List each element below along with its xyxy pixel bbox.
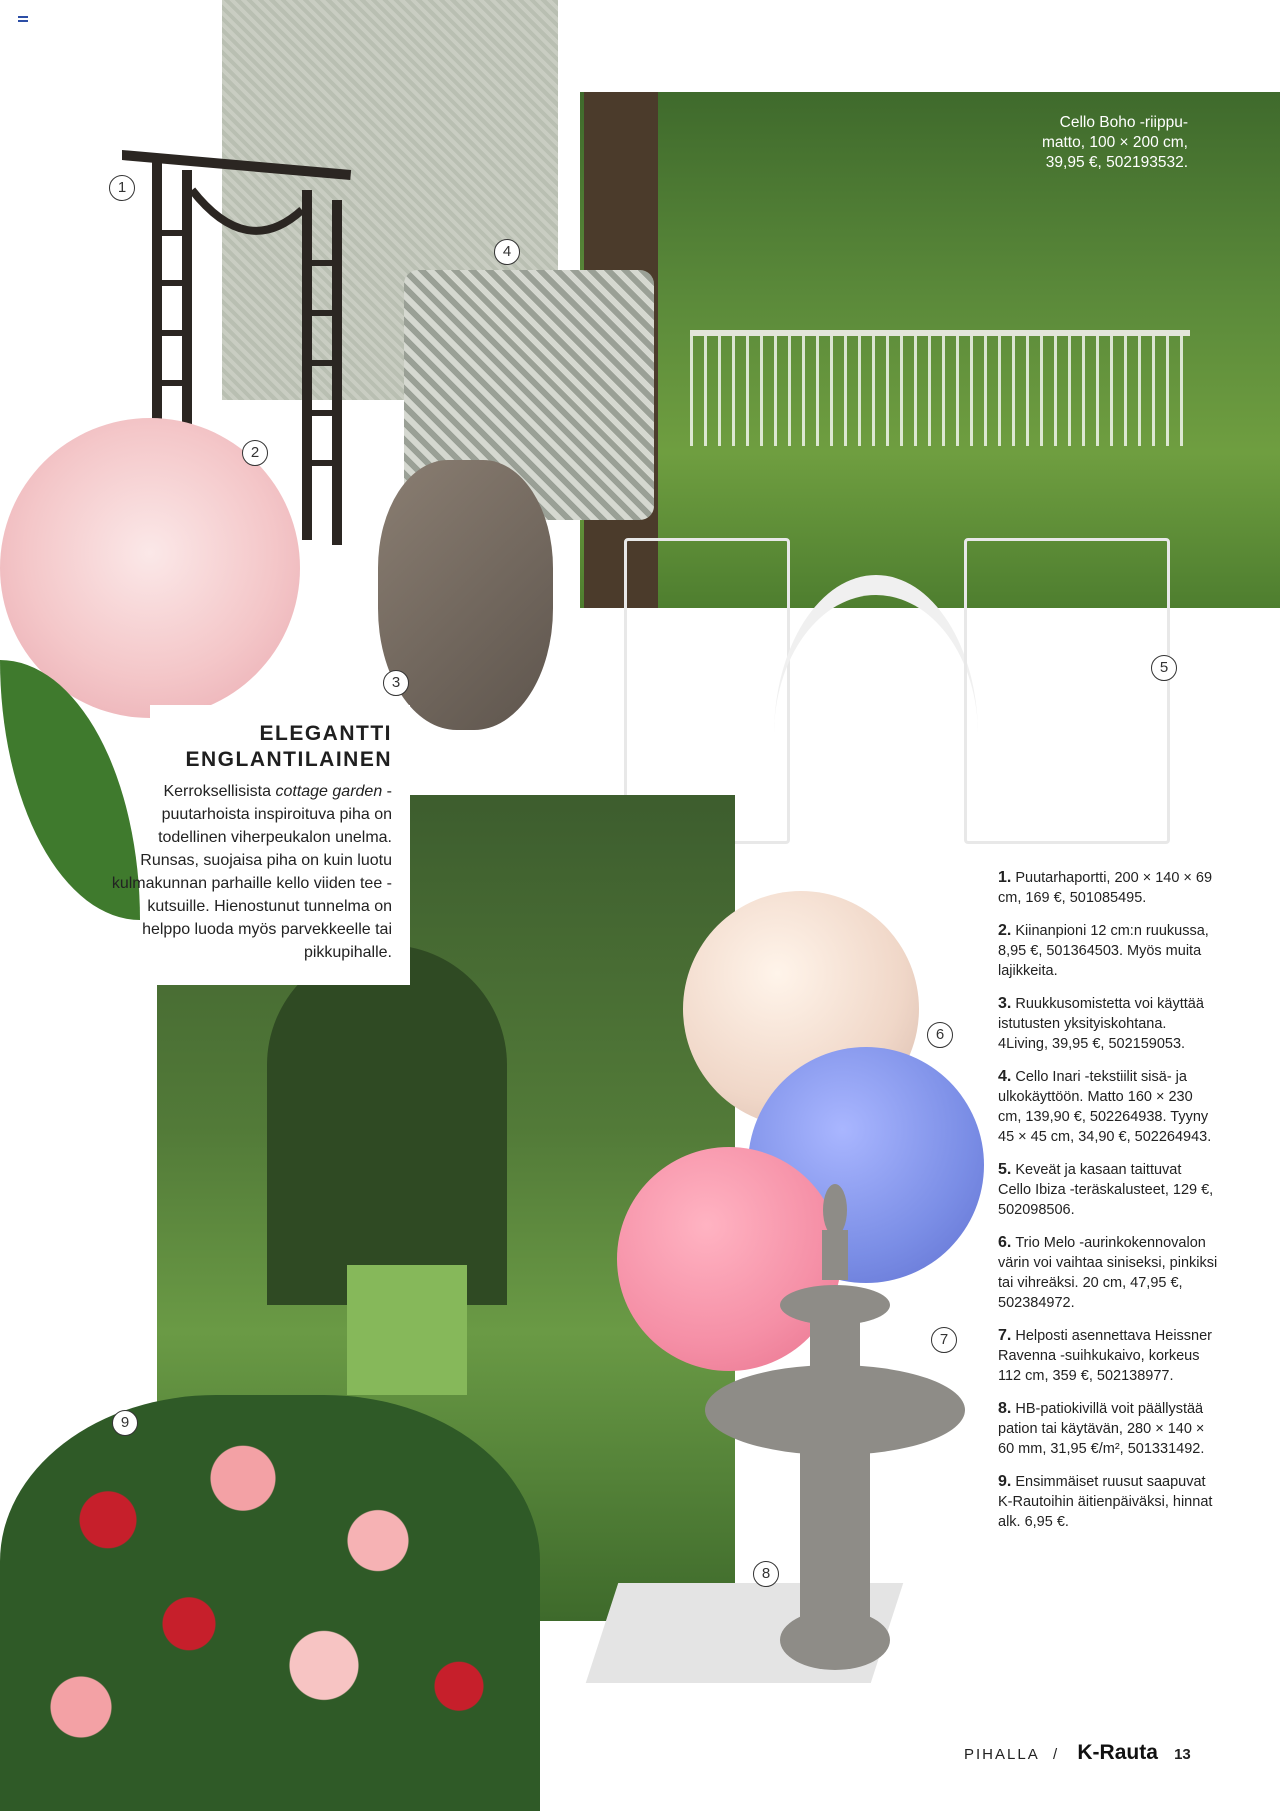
product-description: Kiinanpioni 12 cm:n ruukussa, 8,95 €, 501364503. Myös muita lajikkeita. <box>998 923 1209 979</box>
hammock-caption-line: matto, 100 × 200 cm, <box>1041 134 1188 151</box>
product-description: Helposti asennettava Heissner Ravenna -suihkukaivo, korkeus 112 cm, 359 €, 502138977. <box>998 1328 1213 1384</box>
hammock <box>690 330 1190 446</box>
marker-8: 8 <box>753 1561 779 1587</box>
product-number: 3. <box>998 995 1012 1012</box>
product-description: Ensimmäiset ruusut saapuvat K-Rautoihin äitienpäiväksi, hinnat alk. 6,95 €. <box>998 1474 1213 1530</box>
marker-1: 1 <box>109 175 135 201</box>
section-label: PIHALLA <box>964 1746 1039 1763</box>
product-number: 6. <box>998 1234 1012 1251</box>
product-number: 7. <box>998 1327 1012 1344</box>
product-number: 1. <box>998 869 1012 886</box>
roses-image <box>0 1395 540 1811</box>
product-item <box>998 994 1218 1054</box>
article-headline <box>160 721 392 773</box>
marker-4: 4 <box>494 239 520 265</box>
product-description: Cello Inari -tekstiilit sisä- ja ulkokäyttöön. Matto 160 × 230 cm, 139,90 €, 502264938. Tyyny 45 × 45 cm, 34,90 €, 502264943. <box>998 1069 1212 1145</box>
rose-arch <box>267 945 507 1305</box>
product-item <box>998 1472 1218 1532</box>
marker-2: 2 <box>242 440 268 466</box>
brand-logo: K-Rauta <box>1077 1741 1158 1764</box>
product-item <box>998 1160 1218 1220</box>
intro-text: -puutarhoista inspiroituva piha on todellinen viherpeukalon unelma. Runsas, suojaisa piha on kuin luotu kulmakunnan parhaille kello viiden tee -kutsuille. Hienostunut tunnelma on helppo luoda myös parvekkeelle tai pikkupihalle. <box>111 783 392 961</box>
product-description: Keveät ja kasaan taittuvat Cello Ibiza -teräskalusteet, 129 €, 502098506. <box>998 1162 1214 1218</box>
product-item <box>998 1326 1218 1386</box>
intro-italic-term: cottage garden <box>275 783 383 800</box>
marker-5: 5 <box>1151 655 1177 681</box>
marker-9: 9 <box>112 1410 138 1436</box>
product-number: 9. <box>998 1473 1012 1490</box>
page-footer <box>964 1741 1191 1765</box>
product-description: Ruukkusomistetta voi käyttää istutusten yksityiskohtana. 4Living, 39,95 €, 502159053. <box>998 996 1204 1052</box>
product-description: Puutarhaportti, 200 × 140 × 69 cm, 169 €, 501085495. <box>998 870 1213 906</box>
menu-icon[interactable] <box>18 16 28 24</box>
hammock-caption <box>988 113 1188 173</box>
intro-text: Kerroksellisista <box>163 783 276 800</box>
product-item <box>998 1399 1218 1459</box>
product-item <box>998 921 1218 981</box>
fountain-image <box>700 1170 970 1680</box>
headline-line: ELEGANTTI <box>259 722 392 745</box>
product-number: 4. <box>998 1068 1012 1085</box>
hammock-caption-line: 39,95 €, 502193532. <box>1045 154 1188 171</box>
hammock-caption-line: Cello Boho -riippu- <box>1059 114 1188 131</box>
marker-7: 7 <box>931 1327 957 1353</box>
product-description: HB-patiokivillä voit päällystää pation tai käytävän, 280 × 140 × 60 mm, 31,95 €/m², 501331492. <box>998 1401 1205 1457</box>
product-item <box>998 868 1218 908</box>
product-list <box>998 868 1218 1545</box>
product-number: 5. <box>998 1161 1012 1178</box>
footer-separator: / <box>1053 1746 1060 1763</box>
marker-3: 3 <box>383 670 409 696</box>
marker-6: 6 <box>927 1022 953 1048</box>
article-intro <box>100 780 392 964</box>
product-description: Trio Melo -aurinkokennovalon värin voi vaihtaa siniseksi, pinkiksi tai vihreäksi. 20 cm, 47,95 €, 502384972. <box>998 1235 1218 1311</box>
lawn <box>347 1265 467 1395</box>
folding-chair-right <box>964 538 1170 844</box>
headline-line: ENGLANTILAINEN <box>185 748 392 771</box>
product-number: 8. <box>998 1400 1012 1417</box>
product-item <box>998 1067 1218 1147</box>
page-number: 13 <box>1174 1746 1191 1763</box>
bistro-table <box>774 575 978 895</box>
product-item <box>998 1233 1218 1313</box>
product-number: 2. <box>998 922 1012 939</box>
